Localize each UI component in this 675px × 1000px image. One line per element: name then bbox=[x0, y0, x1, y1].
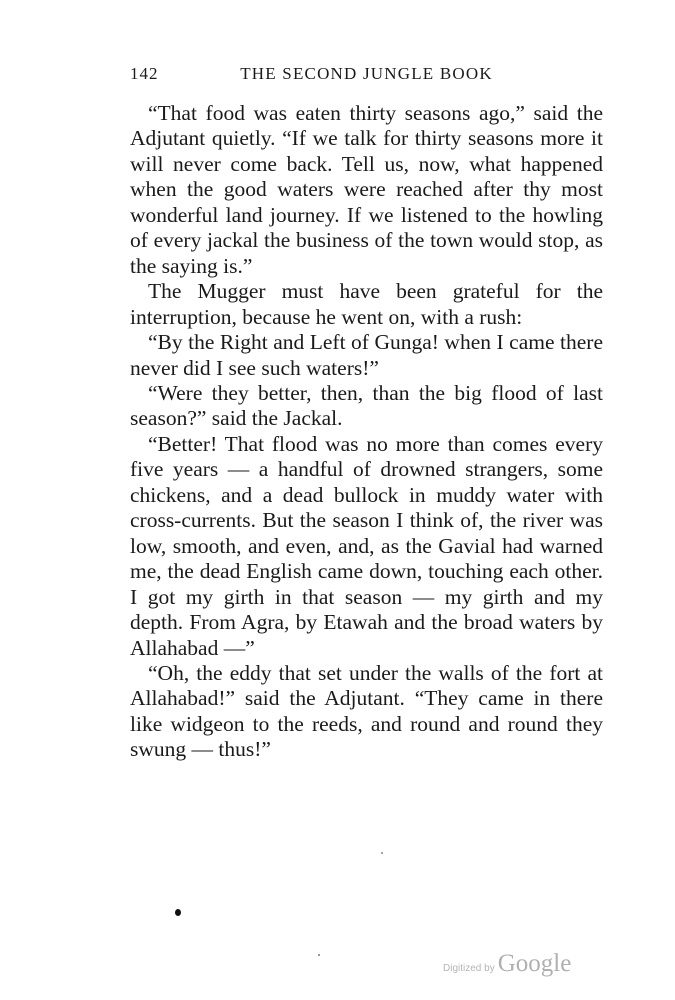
ink-speck bbox=[318, 954, 320, 956]
running-title: THE SECOND JUNGLE BOOK bbox=[240, 64, 493, 83]
paragraph: “Oh, the eddy that set under the walls of the fort at Allahabad!” said the Adjutant. “They came in there like widgeon to the reeds, and round and round they swung — thus!” bbox=[130, 660, 603, 762]
paragraph: “That food was eaten thirty seasons ago,” said the Adjutant quietly. “If we talk for thirty seasons more it will never come back. Tell us, now, what happened when the good waters were reached after thy most wonderful land journey. If we listened to the howling of every jackal the business of the town would stop, as the saying is.” bbox=[130, 101, 603, 278]
watermark-prefix: Digitized by bbox=[443, 963, 495, 974]
body-text bbox=[130, 101, 603, 763]
ink-blot bbox=[175, 909, 181, 916]
paragraph: The Mugger must have been grateful for the interruption, because he went on, with a rush: bbox=[130, 279, 603, 329]
page-header bbox=[130, 64, 603, 90]
ink-speck bbox=[381, 852, 383, 854]
paragraph: “Better! That flood was no more than comes every five years — a handful of drowned strangers, some chickens, and a dead bullock in muddy water with cross-currents. But the season I think of, the river was low, smooth, and even, and, as the Gavial had warned me, the dead English came down, touching each other. I got my girth in that season — my girth and my depth. From Agra, by Etawah and the broad waters by Allahabad —” bbox=[130, 431, 603, 660]
page-number: 142 bbox=[130, 64, 159, 83]
digitization-watermark bbox=[443, 950, 571, 980]
watermark-brand: Google bbox=[497, 950, 572, 977]
paragraph: “By the Right and Left of Gunga! when I came there never did I see such waters!” bbox=[130, 330, 603, 380]
paragraph: “Were they better, then, than the big flood of last season?” said the Jackal. bbox=[130, 380, 603, 431]
